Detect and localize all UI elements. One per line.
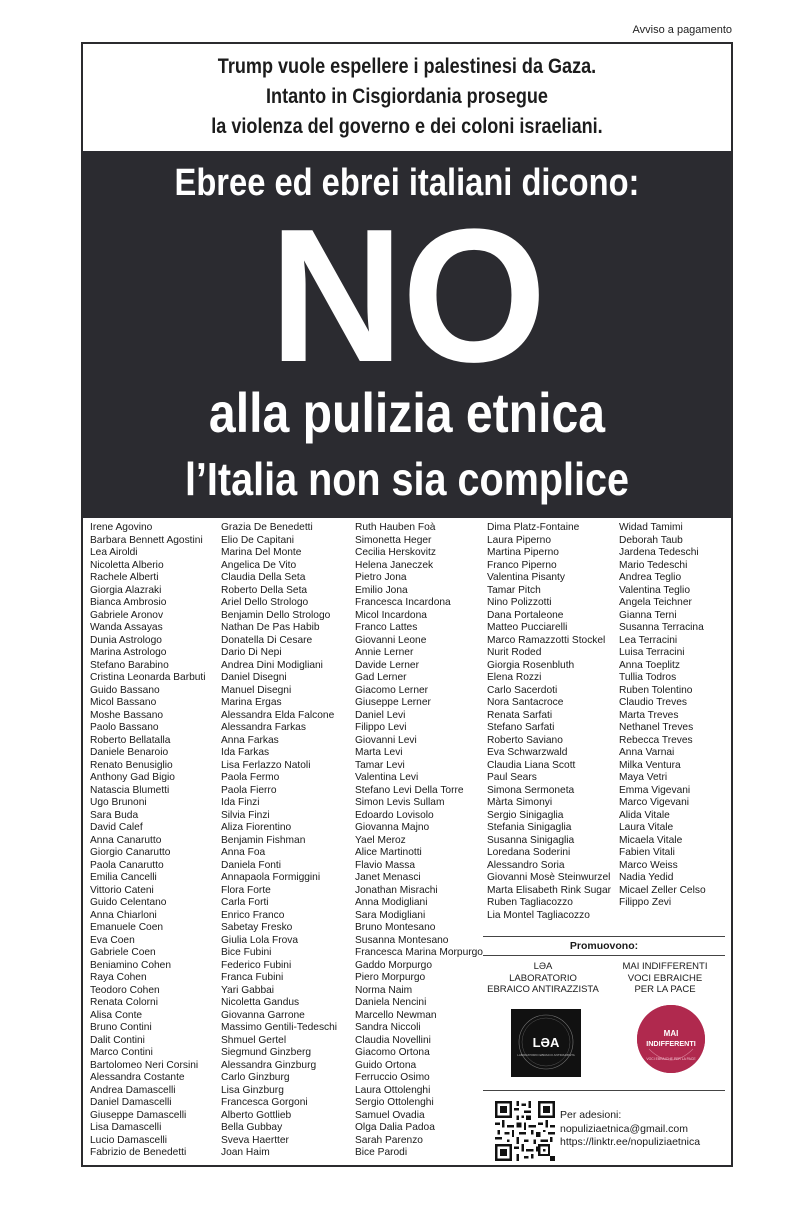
signatory-name: Ariel Dello Strologo <box>221 597 309 608</box>
signatory-name: Marina Astrologo <box>90 647 167 658</box>
signatory-name: Marco Vigevani <box>619 797 690 808</box>
signatories-column-5 <box>619 522 706 910</box>
signatory-name: Bella Gubbay <box>221 1122 283 1133</box>
signatory-name: Teodoro Cohen <box>90 984 160 996</box>
banner-no: NO <box>269 190 545 402</box>
signatory-name: Wanda Assayas <box>90 622 163 633</box>
qr-code-icon[interactable] <box>495 1101 555 1161</box>
signatory-name: Andrea Teglio <box>619 572 682 583</box>
signatory-name: Loredana Soderini <box>487 847 571 858</box>
signatory-name: Daniel Disegni <box>221 672 287 683</box>
banner-subslogan: l’Italia non sia complice <box>184 453 630 505</box>
signatory-name: Paul Sears <box>487 772 537 783</box>
signatory-name: Giuseppe Damascelli <box>90 1109 187 1121</box>
signatory-name: Anna Varnai <box>619 747 675 758</box>
signatory-name: Bianca Ambrosio <box>90 597 167 608</box>
signatory-name: Marta Treves <box>619 709 679 721</box>
signatory-name: Paola Canarutto <box>90 859 164 871</box>
advertisement-frame <box>81 42 733 1167</box>
signatory-name: Laura Vitale <box>619 822 674 833</box>
signatories-column-2 <box>221 522 337 1160</box>
signatory-name: Annie Lerner <box>355 647 414 658</box>
signatory-name: Eva Coen <box>90 934 135 946</box>
signatories-column-1 <box>90 522 206 1160</box>
lea-logo-graphic <box>511 1009 581 1077</box>
signatory-name: Nino Polizzotti <box>487 597 552 608</box>
signatory-name: Anna Foa <box>221 847 266 858</box>
mai-logo-text-1: MAI <box>663 1029 679 1038</box>
signatory-name: Marina Ergas <box>221 697 282 708</box>
signatory-name: Davide Lerner <box>355 659 419 671</box>
signatory-name: Daniel Levi <box>355 709 406 721</box>
headline <box>128 52 685 142</box>
signatory-name: Daniela Nencini <box>355 997 427 1008</box>
signatory-name: Micol Incardona <box>355 609 427 621</box>
signatory-name: Dario Di Nepi <box>221 647 282 658</box>
signatory-name: Guido Ortona <box>355 1059 417 1071</box>
signatory-name: Norma Naim <box>355 984 413 996</box>
signatory-name: Marco Ramazzotti Stockel <box>487 634 606 646</box>
signatory-name: Bartolomeo Neri Corsini <box>90 1059 199 1071</box>
signatory-name: Rachele Alberti <box>90 572 159 583</box>
org-mai-name: MAI INDIFFERENTI VOCI EBRAICHE PER LA PACE <box>622 961 708 995</box>
signatory-name: Daniel Damascelli <box>90 1097 172 1108</box>
promoters-title: Promuovono: <box>569 940 639 952</box>
signatory-name: Nadia Yedid <box>619 872 674 883</box>
signatory-name: Nethanel Treves <box>619 722 694 733</box>
signatory-name: Massimo Gentili-Tedeschi <box>221 1022 338 1033</box>
signatory-name: Marina Del Monte <box>221 547 302 558</box>
signatory-name: Benjamin Dello Strologo <box>221 609 331 621</box>
signatory-name: Lisa Damascelli <box>90 1122 162 1133</box>
signatory-name: Anna Chiarloni <box>90 909 157 921</box>
signatory-name: Silvia Finzi <box>221 809 270 821</box>
signatory-name: Elio De Capitani <box>221 534 295 546</box>
signatory-name: Renata Sarfati <box>487 709 553 721</box>
signatory-name: Micaela Vitale <box>619 834 683 846</box>
signatory-name: Alessandra Elda Falcone <box>221 709 335 721</box>
paid-notice-label: Avviso a pagamento <box>632 24 732 36</box>
signatory-name: Carlo Sacerdoti <box>487 684 558 696</box>
org-lea <box>483 961 603 1057</box>
signatory-name: Valentina Teglio <box>619 584 690 596</box>
signatory-name: Ruth Hauben Foà <box>355 522 436 533</box>
signatory-name: Lia Montel Tagliacozzo <box>487 909 590 921</box>
lea-logo-small-text: LABORATORIO EBRAICO ANTIRAZZISTA <box>517 1053 575 1057</box>
signatory-name: Carlo Ginzburg <box>221 1072 290 1083</box>
signatory-name: Widad Tamimi <box>619 522 683 533</box>
signatory-name: Emma Vigevani <box>619 784 691 796</box>
lea-logo <box>511 1009 581 1077</box>
signatory-name: Roberto Saviano <box>487 734 563 746</box>
signatory-name: Tamar Levi <box>355 759 405 771</box>
signatory-name: Claudia Novellini <box>355 1034 431 1046</box>
signatory-name: Claudia Della Seta <box>221 572 306 583</box>
signatory-name: Andrea Dini Modigliani <box>221 659 323 671</box>
signatory-name: Giorgia Alazraki <box>90 584 162 596</box>
signatory-name: Ida Farkas <box>221 747 270 758</box>
org-mai-indifferenti <box>605 961 725 1061</box>
signatory-name: Emanuele Coen <box>90 922 164 933</box>
banner-slogan: alla pulizia etnica <box>208 381 606 444</box>
signatory-name: Alberto Gottlieb <box>221 1109 292 1121</box>
signatory-name: Sara Buda <box>90 809 139 821</box>
signatory-name: Raya Cohen <box>90 972 147 983</box>
signatory-name: Gaddo Morpurgo <box>355 959 433 971</box>
signatory-name: Deborah Taub <box>619 534 683 546</box>
signatory-name: Matteo Pucciarelli <box>487 622 568 633</box>
signatory-name: Marta Elisabeth Rink Sugar <box>487 884 612 896</box>
signatory-name: Flora Forte <box>221 884 271 896</box>
signatory-name: Donatella Di Cesare <box>221 634 313 646</box>
signatory-name: Paola Fermo <box>221 772 280 783</box>
signatory-name: Bruno Montesano <box>355 922 436 933</box>
signatory-name: Vittorio Cateni <box>90 884 154 896</box>
signatory-name: Milka Ventura <box>619 759 681 771</box>
adesioni-info <box>560 1109 700 1150</box>
signatory-name: Lucio Damascelli <box>90 1134 168 1146</box>
promoters-section <box>483 936 725 1061</box>
mai-indifferenti-logo <box>637 1005 705 1073</box>
signatory-name: Cristina Leonarda Barbuti <box>90 672 206 683</box>
signatory-name: Stefania Sinigaglia <box>487 822 572 833</box>
signatory-name: Simona Sermoneta <box>487 784 575 796</box>
signatory-name: Sarah Parenzo <box>355 1134 423 1146</box>
signatory-name: Giacomo Lerner <box>355 684 429 696</box>
promoters-bottom-divider <box>483 1090 725 1091</box>
signatory-name: Mario Tedeschi <box>619 559 688 571</box>
signatory-name: Elena Rozzi <box>487 672 542 683</box>
signatory-name: Stefano Barabino <box>90 659 169 671</box>
signatory-name: Claudio Treves <box>619 697 687 708</box>
signatory-name: Janet Menasci <box>355 872 421 883</box>
signatory-name: Ruben Tagliacozzo <box>487 897 573 908</box>
signatory-name: Nicoletta Gandus <box>221 997 300 1008</box>
signatory-name: Samuel Ovadia <box>355 1109 425 1121</box>
signatory-name: Renato Benusiglio <box>90 759 173 771</box>
signatory-name: Gad Lerner <box>355 672 407 683</box>
signatory-name: Alessandro Soria <box>487 859 565 871</box>
signatory-name: Emilia Cancelli <box>90 872 157 883</box>
signatory-name: Lea Airoldi <box>90 547 138 558</box>
signatory-name: Dana Portaleone <box>487 609 564 621</box>
signatory-name: Paola Fierro <box>221 784 277 796</box>
signatory-name: Flavio Massa <box>355 859 416 871</box>
main-banner <box>83 151 731 518</box>
signatory-name: Gabriele Aronov <box>90 609 164 621</box>
signatory-name: Franco Lattes <box>355 622 418 633</box>
signatory-name: Tamar Pitch <box>487 584 541 596</box>
signatory-name: Dalit Contini <box>90 1034 145 1046</box>
signatory-name: Moshe Bassano <box>90 709 164 721</box>
signatory-name: Bice Fubini <box>221 947 272 958</box>
signatory-name: Franca Fubini <box>221 972 284 983</box>
signatory-name: Dima Platz-Fontaine <box>487 522 580 533</box>
signatory-name: Pietro Jona <box>355 572 407 583</box>
signatory-name: Alessandra Farkas <box>221 722 306 733</box>
signatory-name: Enrico Franco <box>221 909 285 921</box>
adesioni-email[interactable]: nopuliziaetnica@gmail.com <box>560 1122 688 1135</box>
signatory-name: Andrea Damascelli <box>90 1084 176 1096</box>
signatory-name: Giovanna Majno <box>355 822 430 833</box>
signatory-name: Marcello Newman <box>355 1009 437 1021</box>
signatory-name: Fabrizio de Benedetti <box>90 1147 187 1158</box>
headline-line-3: la violenza del governo e dei coloni israeliani. <box>211 115 603 138</box>
signatory-name: Stefano Levi Della Torre <box>355 784 464 796</box>
signatory-name: Tullia Todros <box>619 672 677 683</box>
signatory-name: Roberto Bellatalla <box>90 734 171 746</box>
adesioni-link[interactable]: https://linktr.ee/nopuliziaetnica <box>560 1136 701 1148</box>
signatory-name: Rebecca Treves <box>619 734 693 746</box>
signatory-name: Màrta Simonyi <box>487 797 553 808</box>
signatory-name: Dunia Astrologo <box>90 634 162 646</box>
signatory-name: Anna Canarutto <box>90 834 162 846</box>
signatory-name: Jonathan Misrachi <box>355 884 438 896</box>
signatory-name: Natascia Blumetti <box>90 784 170 796</box>
signatory-name: Giovanni Leone <box>355 634 427 646</box>
signatory-name: Guido Celentano <box>90 897 167 908</box>
signatory-name: Lea Terracini <box>619 634 678 646</box>
signatory-name: Giovanni Mosè Steinwurzel <box>487 872 611 883</box>
signatory-name: Bruno Contini <box>90 1022 152 1033</box>
signatory-name: Guido Bassano <box>90 684 160 696</box>
signatory-name: Simon Levis Sullam <box>355 797 445 808</box>
promoters-divider <box>483 955 725 956</box>
signatory-name: Nicoletta Alberio <box>90 559 164 571</box>
signatory-name: Simonetta Heger <box>355 534 432 546</box>
signatory-name: Manuel Disegni <box>221 684 292 696</box>
signatory-name: Barbara Bennett Agostini <box>90 534 203 546</box>
signatory-name: Nathan De Pas Habib <box>221 622 320 633</box>
signatory-name: Eva Schwarzwald <box>487 747 568 758</box>
signatory-name: Anna Toeplitz <box>619 659 680 671</box>
signatory-name: Cecilia Herskovitz <box>355 547 436 558</box>
headline-line-2: Intanto in Cisgiordania prosegue <box>266 85 548 108</box>
signatory-name: Aliza Fiorentino <box>221 822 292 833</box>
signatory-name: Alida Vitale <box>619 809 670 821</box>
signatory-name: Giacomo Ortona <box>355 1047 430 1058</box>
signatory-name: Edoardo Lovisolo <box>355 809 434 821</box>
signatory-name: Filippo Zevi <box>619 897 672 908</box>
signatory-name: Yari Gabbai <box>221 984 275 996</box>
signatory-name: Daniele Benaroio <box>90 747 169 758</box>
signatory-name: Shmuel Gertel <box>221 1034 287 1046</box>
signatory-name: David Calef <box>90 822 143 833</box>
signatory-name: Sveva Haertter <box>221 1134 289 1146</box>
signatory-name: Martina Piperno <box>487 547 559 558</box>
signatory-name: Micol Bassano <box>90 697 157 708</box>
signatory-name: Ruben Tolentino <box>619 684 693 696</box>
signatory-name: Sandra Niccoli <box>355 1022 421 1033</box>
signatory-name: Filippo Levi <box>355 722 407 733</box>
signatory-name: Annapaola Formiggini <box>221 872 321 883</box>
signatory-name: Beniamino Cohen <box>90 959 171 971</box>
signatory-name: Susanna Montesano <box>355 934 449 946</box>
signatory-name: Emilio Jona <box>355 584 408 596</box>
signatory-name: Laura Piperno <box>487 534 552 546</box>
signatory-name: Micael Zeller Celso <box>619 884 706 896</box>
mai-logo-text-2: INDIFFERENTI <box>646 1039 696 1048</box>
signatory-name: Giovanna Garrone <box>221 1009 305 1021</box>
signatory-name: Ida Finzi <box>221 797 260 808</box>
signatories-column-3 <box>355 522 483 1160</box>
signatory-name: Ferruccio Osimo <box>355 1072 430 1083</box>
signatory-name: Grazia De Benedetti <box>221 522 313 533</box>
signatory-name: Alessandra Costante <box>90 1072 185 1083</box>
signatory-name: Ugo Brunoni <box>90 797 147 808</box>
signatory-name: Anthony Gad Bigio <box>90 772 175 783</box>
signatory-name: Anna Farkas <box>221 734 279 746</box>
signatory-name: Sara Modigliani <box>355 909 426 921</box>
signatory-name: Lisa Ginzburg <box>221 1084 284 1096</box>
signatory-name: Marta Levi <box>355 747 403 758</box>
signatory-name: Francesca Marina Morpurgo <box>355 947 483 958</box>
signatory-name: Benjamin Fishman <box>221 834 306 846</box>
headline-line-1: Trump vuole espellere i palestinesi da Gaza. <box>217 55 597 78</box>
signatory-name: Fabien Vitali <box>619 847 675 858</box>
signatory-name: Federico Fubini <box>221 959 292 971</box>
adesioni-label: Per adesioni: <box>560 1109 622 1121</box>
org-lea-name: LƏA LABORATORIO EBRAICO ANTIRAZZISTA <box>487 961 599 995</box>
signatory-name: Joan Haim <box>221 1147 270 1158</box>
signatory-name: Alisa Conte <box>90 1009 143 1021</box>
signatories-column-4 <box>487 522 611 922</box>
signatory-name: Giorgia Rosenbluth <box>487 659 575 671</box>
signatory-name: Carla Forti <box>221 897 269 908</box>
signatory-name: Giovanni Levi <box>355 734 417 746</box>
signatory-name: Roberto Della Seta <box>221 584 308 596</box>
signatory-name: Bice Parodi <box>355 1147 408 1158</box>
signatory-name: Susanna Sinigaglia <box>487 834 575 846</box>
mai-logo-ring-text: VOCI EBRAICHE PER LA PACE <box>646 1057 696 1061</box>
signatory-name: Stefano Sarfati <box>487 722 555 733</box>
signatory-name: Susanna Terracina <box>619 622 704 633</box>
signatory-name: Sergio Ottolenghi <box>355 1097 434 1108</box>
signatory-name: Valentina Pisanty <box>487 572 565 583</box>
signatory-name: Alessandra Ginzburg <box>221 1059 317 1071</box>
signatory-name: Siegmund Ginzberg <box>221 1047 312 1058</box>
signatory-name: Olga Dalia Padoa <box>355 1122 435 1133</box>
signatory-name: Gianna Terni <box>619 609 677 621</box>
signatory-name: Nora Santacroce <box>487 697 564 708</box>
signatory-name: Laura Ottolenghi <box>355 1084 431 1096</box>
signatory-name: Francesca Gorgoni <box>221 1097 308 1108</box>
mai-logo-graphic <box>637 1005 705 1073</box>
signatory-name: Alice Martinotti <box>355 847 422 858</box>
signatory-name: Franco Piperno <box>487 559 557 571</box>
signatory-name: Yael Meroz <box>355 834 406 846</box>
signatory-name: Angelica De Vito <box>221 559 297 571</box>
signatory-name: Giuseppe Lerner <box>355 697 431 708</box>
signatory-name: Giulia Lola Frova <box>221 934 299 946</box>
qr-code-graphic <box>495 1101 555 1161</box>
signatory-name: Sabetay Fresko <box>221 922 293 933</box>
signatory-name: Irene Agovino <box>90 522 153 533</box>
signatory-name: Daniela Fonti <box>221 859 282 871</box>
signatory-name: Valentina Levi <box>355 772 419 783</box>
signatory-name: Renata Colorni <box>90 997 158 1008</box>
signatory-name: Maya Vetri <box>619 772 668 783</box>
signatory-name: Anna Modigliani <box>355 897 428 908</box>
signatory-name: Giorgio Canarutto <box>90 847 171 858</box>
signatory-name: Luisa Terracini <box>619 647 685 658</box>
signatory-name: Piero Morpurgo <box>355 972 426 983</box>
signatory-name: Paolo Bassano <box>90 722 159 733</box>
signatory-name: Gabriele Coen <box>90 947 156 958</box>
banner-intro: Ebree ed ebrei italiani dicono: <box>174 162 640 204</box>
signatory-name: Claudia Liana Scott <box>487 759 576 771</box>
lea-logo-text: LƏA <box>532 1035 560 1050</box>
signatory-name: Jardena Tedeschi <box>619 547 699 558</box>
signatory-name: Sergio Sinigaglia <box>487 809 564 821</box>
signatory-name: Angela Teichner <box>619 597 692 608</box>
signatory-name: Helena Janeczek <box>355 559 434 571</box>
signatory-name: Nurit Roded <box>487 647 542 658</box>
signatory-name: Marco Weiss <box>619 859 678 871</box>
signatory-name: Lisa Ferlazzo Natoli <box>221 759 311 771</box>
signatory-name: Francesca Incardona <box>355 597 451 608</box>
signatory-name: Marco Contini <box>90 1047 153 1058</box>
